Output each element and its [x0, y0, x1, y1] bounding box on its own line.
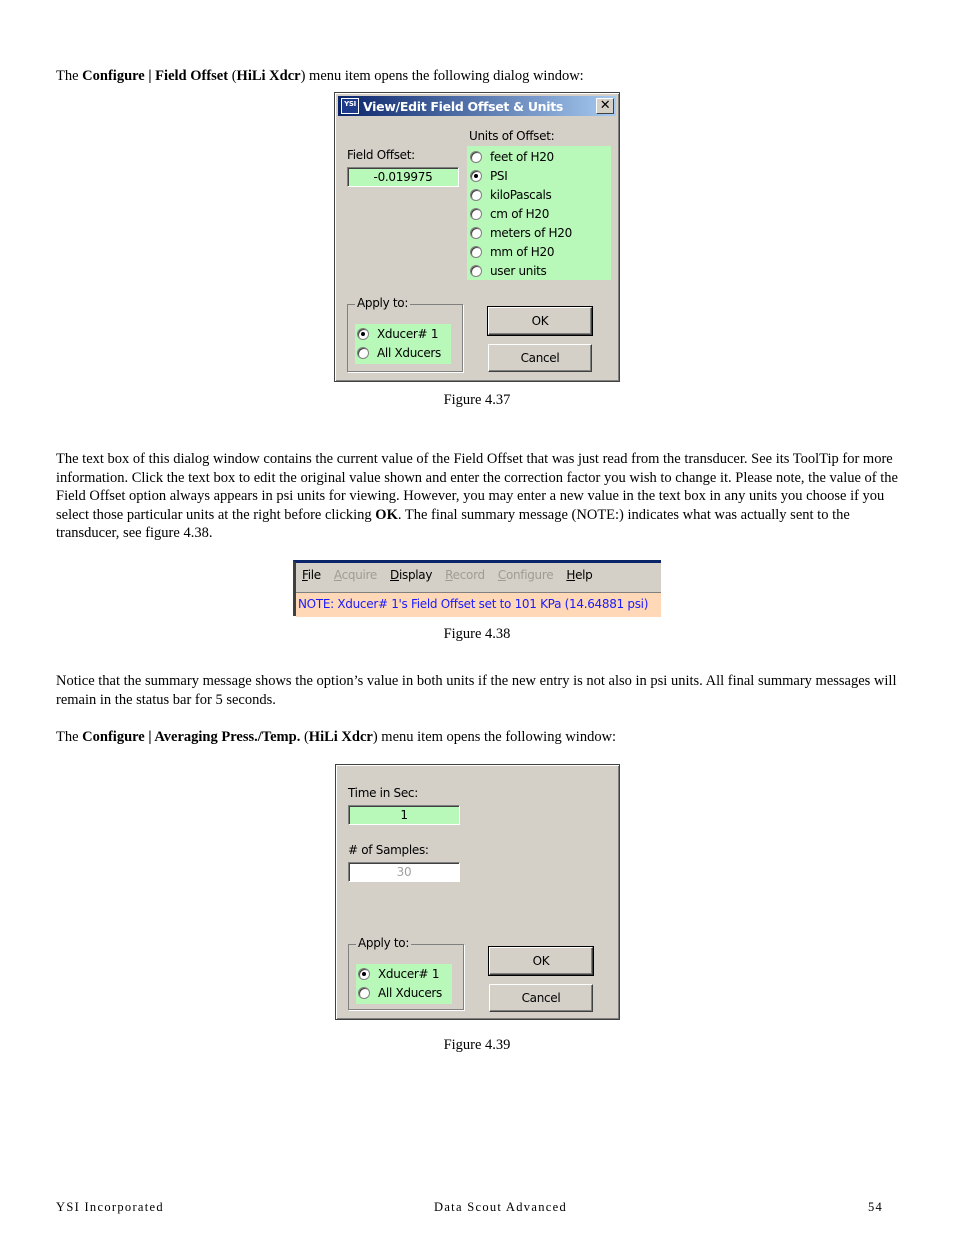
unit-radio-4[interactable]	[470, 224, 572, 242]
menu-display[interactable]: Display	[390, 568, 433, 582]
menu-path-field-offset: Configure | Field Offset	[82, 68, 229, 84]
unit-label: kiloPascals	[490, 188, 552, 202]
field-offset-label: Field Offset:	[347, 148, 415, 162]
units-of-offset-label: Units of Offset:	[469, 129, 555, 143]
figure-caption-4-38: Figure 4.38	[443, 626, 511, 642]
radio-selected-icon	[357, 328, 369, 340]
radio-unselected-icon	[470, 246, 482, 258]
unit-radio-6[interactable]	[470, 262, 547, 280]
unit-label: PSI	[490, 169, 508, 183]
time-in-sec-label: Time in Sec:	[348, 786, 418, 800]
radio-unselected-icon	[357, 347, 369, 359]
intro-paragraph-averaging: The Configure | Averaging Press./Temp. (HiLi Xdcr) menu item opens the following window:	[56, 729, 617, 745]
unit-label: user units	[490, 264, 547, 278]
footer-product: Data Scout Advanced	[434, 1200, 568, 1214]
menu-configure[interactable]: Configure	[497, 568, 554, 582]
apply-to-group	[347, 296, 463, 372]
menu-path-averaging: Configure | Averaging Press./Temp.	[82, 729, 301, 745]
radio-unselected-icon	[470, 227, 482, 239]
unit-radio-2[interactable]	[470, 186, 552, 204]
apply-xducer1-radio[interactable]: Xducer# 1	[358, 965, 439, 983]
samples-label: # of Samples:	[348, 843, 429, 857]
radio-unselected-icon	[470, 189, 482, 201]
unit-radio-5[interactable]	[470, 243, 554, 261]
unit-label: mm of H20	[490, 245, 555, 259]
field-offset-input[interactable]: -0.019975	[347, 167, 459, 187]
menu-file[interactable]: File	[302, 568, 321, 582]
field-offset-explanation-paragraph: The text box of this dialog window contains the current value of the Field Offset that was just read from the transducer. See its ToolTip for more information. Click the text box to edit the original value shown and enter the correction factor you wish to change it. Please note, the value of the Field Offset option always appears in psi units for viewing. However, you may enter a new value in the text box in any units you choose if you select those particular units at the right before clicking OK. The final summary message (NOTE:) indicates what was actually sent to the transducer, see figure 4.38.	[56, 451, 898, 542]
ysi-logo-icon: YSI	[341, 98, 359, 114]
menu-help[interactable]: Help	[566, 568, 593, 582]
unit-radio-0[interactable]	[470, 148, 554, 166]
unit-radio-1[interactable]	[470, 167, 508, 185]
unit-label: cm of H20	[490, 207, 550, 221]
hili-xdcr-label: HiLi Xdcr	[236, 68, 301, 84]
unit-label: meters of H20	[490, 226, 572, 240]
unit-radio-3[interactable]	[470, 205, 549, 223]
footer-company: YSI Incorporated	[56, 1200, 164, 1214]
footer-page-number: 54	[868, 1200, 884, 1214]
apply-xducer1-radio[interactable]: Xducer# 1	[357, 325, 438, 343]
hili-xdcr-label: HiLi Xdcr	[308, 729, 373, 745]
apply-all-xducers-radio[interactable]: All Xducers	[357, 344, 441, 362]
radio-unselected-icon	[470, 265, 482, 277]
cancel-button[interactable]: Cancel	[489, 984, 593, 1012]
intro-paragraph-field-offset: The Configure | Field Offset (HiLi Xdcr) menu item opens the following dialog window:	[56, 68, 584, 84]
ok-button[interactable]: OK	[489, 947, 593, 975]
figure-caption-4-39: Figure 4.39	[443, 1037, 511, 1053]
summary-message-paragraph: Notice that the summary message shows the option’s value in both units if the new entry is not also in psi units. All final summary messages will remain in the status bar for 5 seconds.	[56, 673, 897, 708]
unit-label: feet of H20	[490, 150, 554, 164]
cancel-button[interactable]: Cancel	[488, 344, 592, 372]
menu-bar	[302, 568, 606, 582]
dialog-titlebar[interactable]	[338, 96, 616, 116]
radio-selected-icon	[470, 170, 482, 182]
time-in-sec-input[interactable]: 1	[348, 805, 460, 825]
radio-unselected-icon	[358, 987, 370, 999]
status-message: NOTE: Xducer# 1's Field Offset set to 101 KPa (14.64881 psi)	[296, 592, 661, 617]
apply-all-xducers-radio[interactable]: All Xducers	[358, 984, 442, 1002]
samples-input[interactable]: 30	[348, 862, 460, 882]
ok-button[interactable]: OK	[488, 307, 592, 335]
dialog-title: View/Edit Field Offset & Units	[363, 98, 564, 114]
averaging-dialog	[335, 764, 620, 1020]
radio-unselected-icon	[470, 208, 482, 220]
radio-unselected-icon	[470, 151, 482, 163]
radio-selected-icon	[358, 968, 370, 980]
menu-record[interactable]: Record	[445, 568, 485, 582]
apply-to-label: Apply to:	[358, 936, 410, 950]
apply-to-group	[348, 936, 464, 1010]
field-offset-dialog	[334, 92, 620, 382]
figure-caption-4-37: Figure 4.37	[443, 392, 511, 408]
close-button[interactable]: ✕	[596, 98, 614, 114]
apply-to-label: Apply to:	[357, 296, 409, 310]
status-bar-figure	[293, 560, 661, 616]
menu-acquire[interactable]: Acquire	[333, 568, 378, 582]
